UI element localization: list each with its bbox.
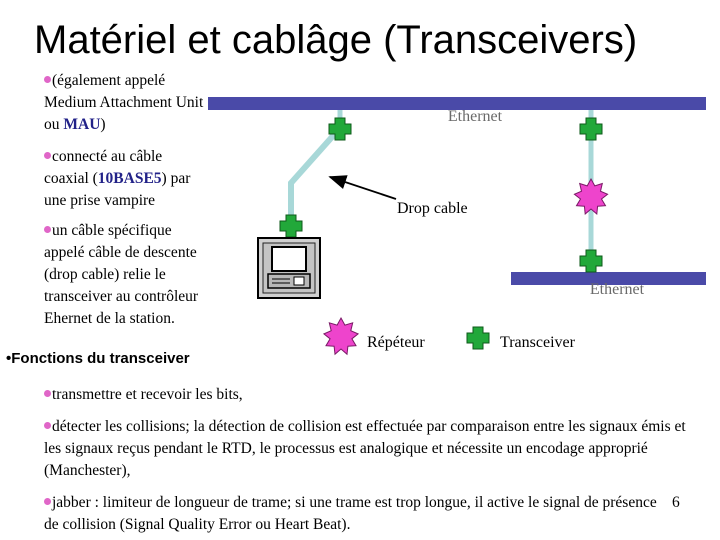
repeater-icon: [574, 179, 607, 214]
drop-cable-arrow: [330, 177, 396, 199]
ethernet-label-bottom: Ethernet: [589, 281, 645, 298]
transceiver-icon: [580, 118, 602, 140]
bullet-mau: (également appelé Medium Attachment Unit ou MAU): [44, 72, 204, 133]
bullet-coaxial: connecté au câble coaxial (10BASE5) par une prise vampire: [44, 148, 191, 209]
bullet-collisions: détecter les collisions; la détection de collision est effectuée par comparaison entre les signaux émis et les signaux reçus pendant le RTD, le processus est analogique et nécessite un encodage approprié (Manchester),: [44, 418, 686, 479]
bullet-transmettre: transmettre et recevoir les bits,: [44, 384, 704, 406]
fonctions-heading: •Fonctions du transceiver: [6, 350, 190, 367]
transceiver-icon: [580, 250, 602, 272]
repeteur-label: Répéteur: [367, 334, 425, 351]
transceiver-legend-icon: [467, 327, 489, 349]
page-title: Matériel et cablâge (Transceivers): [34, 18, 638, 62]
ethernet-label-top: Ethernet: [447, 108, 503, 125]
bullet-jabber: jabber : limiteur de longueur de trame; si une trame est trop longue, il active le signal de présence de collision (Signal Quality Error ou Heart Beat).: [44, 494, 657, 533]
transceiver-icon: [280, 215, 302, 237]
bullet-drop-cable: un câble spécifique appelé câble de descente (drop cable) relie le transceiver au contrôleur Ehernet de la station.: [44, 222, 199, 327]
repeater-legend-icon: [324, 318, 358, 354]
page-number: 6: [672, 494, 680, 511]
computer-icon: [258, 238, 320, 298]
transceiver-label: Transceiver: [500, 334, 575, 351]
drop-cable-label: Drop cable: [397, 200, 468, 217]
